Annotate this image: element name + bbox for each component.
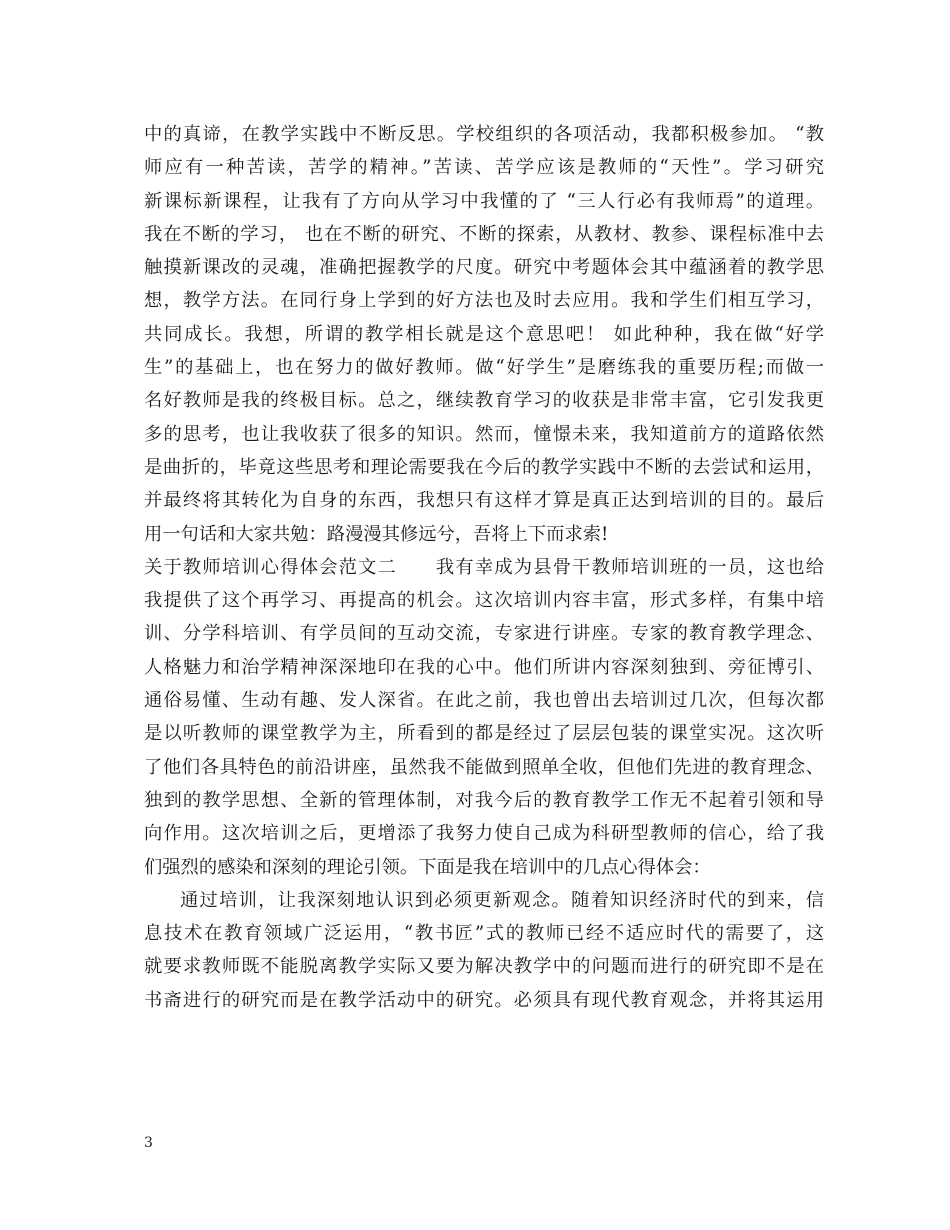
text-line: 名好教师是我的终极目标。总之，继续教育学习的收获是非常丰富，它引发我更: [144, 390, 824, 412]
text-line: 用一句话和大家共勉：路漫漫其修远兮，吾将上下而求索!: [144, 523, 609, 545]
text-line: 是以听教师的课堂教学为主，所看到的都是经过了层层包装的课堂实况。这次听: [144, 723, 824, 745]
page-number: 3: [144, 1135, 153, 1151]
paragraph-first-line: 通过培训，让我深刻地认识到必须更新观念。随着知识经济时代的到来，信: [180, 889, 824, 911]
text-line: 我提供了这个再学习、再提高的机会。这次培训内容丰富，形式多样，有集中培: [144, 590, 824, 612]
section-heading-line: 关于教师培训心得体会范文二 我有幸成为县骨干教师培训班的一员，这也给: [144, 556, 824, 578]
text-line: 人格魅力和治学精神深深地印在我的心中。他们所讲内容深刻独到、旁征博引、: [144, 656, 824, 678]
text-line: 师应有一种苦读，苦学的精神。”苦读、苦学应该是教师的“天性”。学习研究: [144, 157, 824, 179]
text-line: 独到的教学思想、全新的管理体制，对我今后的教育教学工作无不起着引领和导: [144, 789, 824, 811]
text-line: 息技术在教育领域广泛运用，“教书匠”式的教师已经不适应时代的需要了，这: [144, 923, 824, 945]
text-line: 并最终将其转化为自身的东西，我想只有这样才算是真正达到培训的目的。最后: [144, 490, 824, 512]
text-line: 通俗易懂、生动有趣、发人深省。在此之前，我也曾出去培训过几次，但每次都: [144, 690, 824, 712]
text-line: 们强烈的感染和深刻的理论引领。下面是我在培训中的几点心得体会：: [144, 856, 711, 878]
body-text: [144, 118, 824, 1017]
text-line: 生”的基础上，也在努力的做好教师。做“好学生”是磨练我的重要历程;而做一: [144, 357, 824, 379]
text-line: 新课标新课程，让我有了方向从学习中我懂的了 “三人行必有我师焉”的道理。: [144, 190, 824, 212]
text-line: 触摸新课改的灵魂，准确把握教学的尺度。研究中考题体会其中蕴涵着的教学思: [144, 257, 824, 279]
text-line: 书斋进行的研究而是在教学活动中的研究。必须具有现代教育观念，并将其运用: [144, 989, 824, 1011]
text-line: 向作用。这次培训之后，更增添了我努力使自己成为科研型教师的信心，给了我: [144, 823, 824, 845]
text-line: 中的真谛，在教学实践中不断反思。学校组织的各项活动，我都积极参加。 “教: [144, 124, 824, 145]
text-line: 了他们各具特色的前沿讲座，虽然我不能做到照单全收，但他们先进的教育理念、: [144, 756, 824, 778]
text-line: 我在不断的学习， 也在不断的研究、不断的探索，从教材、教参、课程标准中去: [144, 223, 824, 245]
text-line: 共同成长。我想，所谓的教学相长就是这个意思吧！ 如此种种，我在做“好学: [144, 323, 824, 345]
text-line: 多的思考，也让我收获了很多的知识。然而，憧憬未来，我知道前方的道路依然: [144, 423, 824, 445]
text-line: 训、分学科培训、有学员间的互动交流，专家进行讲座。专家的教育教学理念、: [144, 623, 824, 645]
text-line: 想，教学方法。在同行身上学到的好方法也及时去应用。我和学生们相互学习，: [144, 290, 824, 312]
text-line: 是曲折的，毕竟这些思考和理论需要我在今后的教学实践中不断的去尝试和运用，: [144, 456, 824, 478]
text-line: 就要求教师既不能脱离教学实际又要为解决教学中的问题而进行的研究即不是在: [144, 956, 824, 978]
